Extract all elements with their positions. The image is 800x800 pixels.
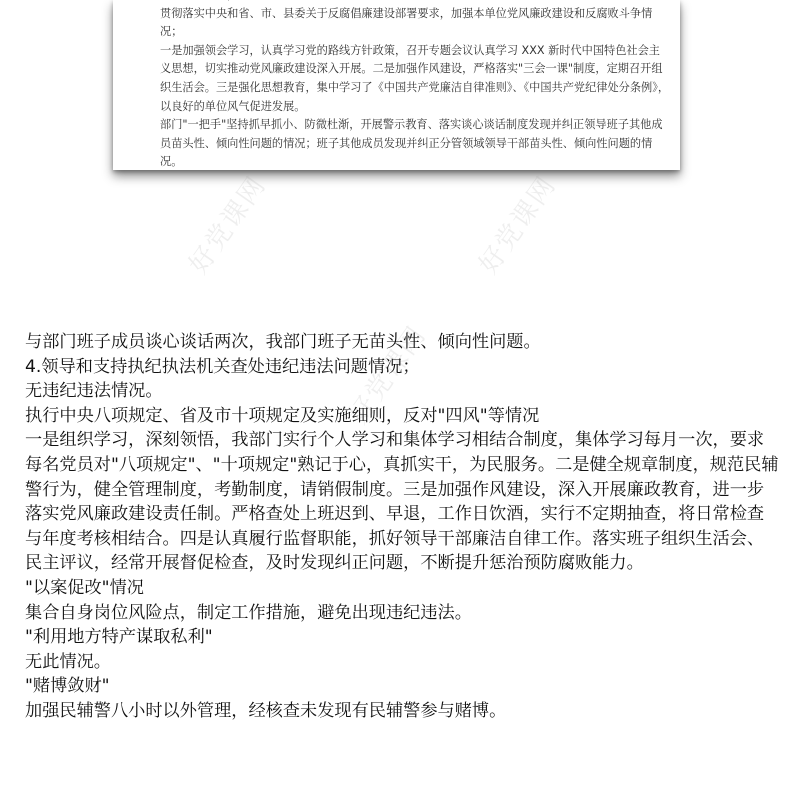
paragraph: 4.领导和支持执纪执法机关查处违纪违法问题情况； [25,356,420,377]
watermark: 好党课网 [343,320,433,430]
paragraph: 与部门班子成员谈心谈话两次，我部门班子无苗头性、倾向性问题。 [25,332,541,352]
card-line: 部门"一把手"坚持抓早抓小、防微杜渐，开展警示教育、落实谈心谈话制度发现并纠正领导班子其他成员苗头性、倾向性问题的情况；班子其他成员发现并纠正分管领域领导干部苗头性、倾向性问题的情况。 [160,118,663,169]
paragraph: "利用地方特产谋取私利" [25,627,213,648]
document-image-text [160,0,670,172]
paragraph: 无此情况。 [25,651,111,672]
watermark: 好党课网 [473,170,563,280]
paragraph: "赌博敛财" [25,676,110,697]
document-body [25,330,780,724]
paragraph: 一是组织学习，深刻领悟，我部门实行个人学习和集体学习相结合制度，集体学习每月一次，要求每名党员对"八项规定"、"十项规定"熟记于心，真抓实干，为民服务。二是健全规章制度，规范民辅警行为，健全管理制度，考勤制度，请销假制度。三是加强作风建设，深入开展廉政教育，进一步落实党风廉政建设责任制。严格查处上班迟到、早退，工作日饮酒，实行不定期抽查，将日常检查与年度考核相结合。四是认真履行监督职能，抓好领导干部廉洁自律工作。落实班子组织生活会、民主评议，经常开展督促检查，及时发现纠正问题，不断提升惩治预防腐败能力。 [25,430,779,574]
paragraph: 无违纪违法情况。 [25,381,163,402]
paragraph: "以案促改"情况 [25,577,144,598]
paragraph: 集合自身岗位风险点，制定工作措施，避免出现违纪违法。 [25,602,472,623]
card-line: 贯彻落实中央和省、市、县委关于反腐倡廉建设部署要求，加强本单位党风廉政建设和反腐败斗争情况； [160,6,653,39]
document-image-card [113,0,680,170]
watermark: 好党课网 [183,170,273,280]
paragraph: 加强民辅警八小时以外管理，经核查未发现有民辅警参与赌博。 [25,700,507,721]
card-line: 一是加强领会学习，认真学习党的路线方针政策，召开专题会议认真学习 XXX 新时代中国特色社会主义思想，切实推动党风廉政建设深入开展。二是加强作风建设，严格落实"三会一课"制度，定期召开组织生活会。三是强化思想教育，集中学习了《中国共产党廉洁自律准则》、《中国共产党纪律处分条例》，以良好的单位风气促进发展。 [160,43,670,113]
paragraph: 执行中央八项规定、省及市十项规定及实施细则，反对"四风"等情况 [25,405,540,426]
